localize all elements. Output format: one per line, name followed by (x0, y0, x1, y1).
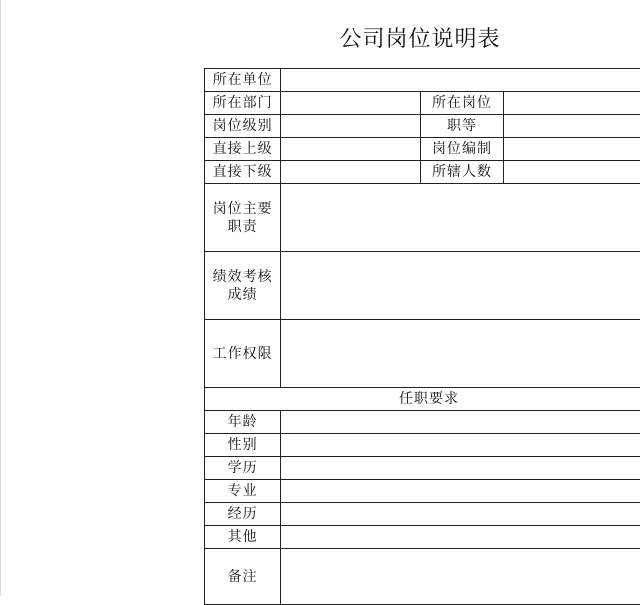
level-value-cell[interactable] (281, 115, 421, 138)
row-kpi (205, 252, 640, 320)
subordinate-label: 直接下级 (205, 161, 281, 184)
education-label: 学历 (205, 457, 281, 480)
gender-label: 性别 (205, 434, 281, 457)
duties-label (205, 184, 281, 252)
page-title: 公司岗位说明表 (200, 22, 640, 53)
row-remarks (205, 549, 640, 605)
authority-label: 工作权限 (205, 320, 281, 388)
managed-count-value-cell[interactable] (503, 161, 640, 184)
remarks-label: 备注 (205, 549, 281, 605)
level-label: 岗位级别 (205, 115, 281, 138)
experience-value-cell[interactable] (281, 503, 640, 526)
age-value-cell[interactable] (281, 411, 640, 434)
row-level (205, 115, 640, 138)
page-left-edge (0, 0, 1, 596)
row-authority (205, 320, 640, 388)
headcount-value-cell[interactable] (503, 138, 640, 161)
row-age (205, 411, 640, 434)
row-requirements-header (205, 388, 640, 411)
row-subordinate (205, 161, 640, 184)
major-value-cell[interactable] (281, 480, 640, 503)
duties-label-line2: 职责 (205, 218, 280, 236)
row-gender (205, 434, 640, 457)
row-superior (205, 138, 640, 161)
superior-label: 直接上级 (205, 138, 281, 161)
other-value-cell[interactable] (281, 526, 640, 549)
kpi-value-cell[interactable] (281, 252, 640, 320)
gender-value-cell[interactable] (281, 434, 640, 457)
row-duties (205, 184, 640, 252)
department-label: 所在部门 (205, 92, 281, 115)
remarks-value-cell[interactable] (281, 549, 640, 605)
row-experience (205, 503, 640, 526)
rank-label: 职等 (421, 115, 503, 138)
education-value-cell[interactable] (281, 457, 640, 480)
headcount-label: 岗位编制 (421, 138, 503, 161)
kpi-label-line1: 绩效考核 (205, 268, 280, 286)
job-description-table (204, 68, 640, 605)
duties-label-line1: 岗位主要 (205, 200, 280, 218)
row-education (205, 457, 640, 480)
row-department (205, 92, 640, 115)
kpi-label (205, 252, 281, 320)
rank-value-cell[interactable] (503, 115, 640, 138)
requirements-section-title: 任职要求 (205, 388, 640, 411)
superior-value-cell[interactable] (281, 138, 421, 161)
experience-label: 经历 (205, 503, 281, 526)
position-value-cell[interactable] (503, 92, 640, 115)
row-major (205, 480, 640, 503)
managed-count-label: 所辖人数 (421, 161, 503, 184)
position-label: 所在岗位 (421, 92, 503, 115)
age-label: 年龄 (205, 411, 281, 434)
subordinate-value-cell[interactable] (281, 161, 421, 184)
authority-value-cell[interactable] (281, 320, 640, 388)
unit-label: 所在单位 (205, 69, 281, 92)
row-unit (205, 69, 640, 92)
other-label: 其他 (205, 526, 281, 549)
duties-value-cell[interactable] (281, 184, 640, 252)
department-value-cell[interactable] (281, 92, 421, 115)
unit-value-cell[interactable] (281, 69, 640, 92)
kpi-label-line2: 成绩 (205, 286, 280, 304)
row-other (205, 526, 640, 549)
major-label: 专业 (205, 480, 281, 503)
